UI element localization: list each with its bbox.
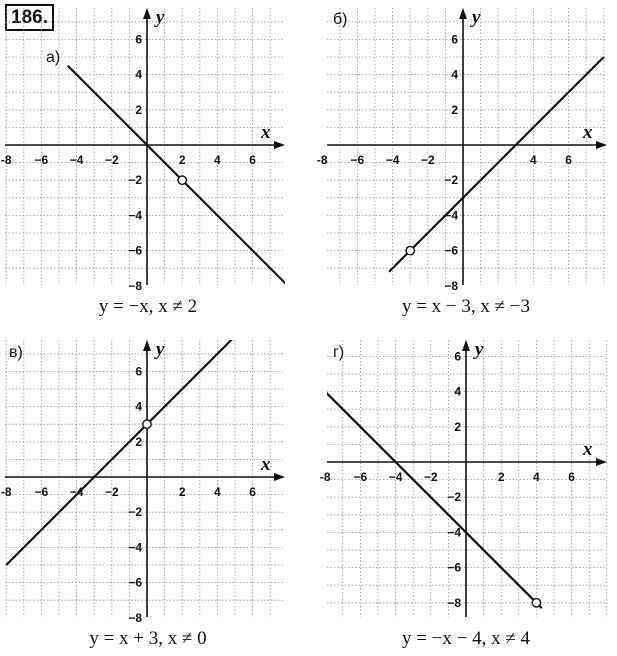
x-tick-label: −2 xyxy=(104,485,119,499)
x-tick-label: −4 xyxy=(69,485,84,499)
graph-panel-1 xyxy=(1,7,288,317)
x-tick-label: 2 xyxy=(497,470,505,484)
y-tick-label: 4 xyxy=(454,384,461,399)
x-axis-label: x xyxy=(261,122,271,143)
x-tick-label: 6 xyxy=(565,153,572,167)
y-tick-label: 2 xyxy=(454,419,461,434)
x-tick-label: 6 xyxy=(249,153,256,167)
y-tick-label: 4 xyxy=(451,67,458,82)
x-tick-label: 6 xyxy=(249,485,256,499)
x-axis-arrow xyxy=(596,458,607,466)
y-tick-label: −6 xyxy=(128,243,142,258)
x-axis-arrow xyxy=(274,473,285,481)
y-tick-label: 2 xyxy=(135,434,142,449)
x-tick-label: 4 xyxy=(533,470,540,484)
panel-label: б) xyxy=(333,11,348,28)
graph-panel-2 xyxy=(317,7,607,317)
graph-line xyxy=(68,66,288,286)
y-tick-label: −2 xyxy=(444,173,458,188)
excluded-point xyxy=(532,599,540,607)
x-tick-label: −6 xyxy=(34,485,49,499)
y-tick-label: −4 xyxy=(128,540,142,555)
x-axis-label: x xyxy=(583,122,593,143)
x-tick-label: −4 xyxy=(388,470,403,484)
excluded-point xyxy=(178,176,186,184)
y-axis-arrow xyxy=(462,340,470,351)
graph-caption: y = x + 3, x ≠ 0 xyxy=(89,628,207,649)
x-tick-label: 4 xyxy=(214,485,221,499)
x-tick-label: -8 xyxy=(319,470,331,484)
excluded-point xyxy=(143,420,151,428)
y-tick-label: 6 xyxy=(135,364,142,379)
y-tick-label: −6 xyxy=(128,575,142,590)
graph-caption: y = −x, x ≠ 2 xyxy=(98,296,198,317)
x-axis-label: x xyxy=(583,439,593,460)
graph-panel-3 xyxy=(1,336,285,649)
graph-caption: y = x − 3, x ≠ −3 xyxy=(401,296,531,317)
y-tick-label: −2 xyxy=(128,173,142,188)
y-tick-label: −4 xyxy=(444,208,458,223)
problem-number: 186. xyxy=(5,4,54,31)
x-tick-label: -8 xyxy=(0,485,12,499)
y-axis-label: y xyxy=(156,339,165,360)
y-axis-label: y xyxy=(472,7,481,28)
y-axis-label: y xyxy=(475,339,484,360)
y-tick-label: 4 xyxy=(135,67,142,82)
y-tick-label: −4 xyxy=(128,208,142,223)
y-axis-arrow xyxy=(459,8,467,19)
y-tick-label: −8 xyxy=(444,278,458,293)
panel-label: в) xyxy=(9,344,23,361)
graph-line xyxy=(325,392,541,608)
x-tick-label: -8 xyxy=(316,153,328,167)
x-tick-label: −2 xyxy=(423,470,438,484)
x-tick-label: -8 xyxy=(0,153,12,167)
x-tick-label: −2 xyxy=(420,153,435,167)
x-tick-label: −6 xyxy=(350,153,365,167)
x-tick-label: −2 xyxy=(104,153,119,167)
x-axis-arrow xyxy=(596,141,607,149)
y-axis-label: y xyxy=(156,7,165,28)
graph-line xyxy=(6,336,235,565)
y-tick-label: −2 xyxy=(128,505,142,520)
y-tick-label: −6 xyxy=(447,560,461,575)
y-tick-label: 6 xyxy=(135,32,142,47)
y-tick-label: −4 xyxy=(447,525,461,540)
x-tick-label: 6 xyxy=(568,470,575,484)
y-axis-arrow xyxy=(143,8,151,19)
x-tick-label: 2 xyxy=(178,485,186,499)
panel-label: а) xyxy=(46,49,61,66)
y-tick-label: 6 xyxy=(451,32,458,47)
graph-caption: y = −x − 4, x ≠ 4 xyxy=(401,628,531,649)
y-tick-label: 2 xyxy=(451,102,458,117)
x-axis-arrow xyxy=(274,141,285,149)
y-tick-label: −2 xyxy=(447,490,461,505)
y-tick-label: −8 xyxy=(447,595,461,610)
y-tick-label: 6 xyxy=(454,349,461,364)
x-axis-label: x xyxy=(261,454,271,475)
y-tick-label: −8 xyxy=(128,610,142,625)
y-tick-label: −6 xyxy=(444,243,458,258)
x-tick-label: −4 xyxy=(385,153,400,167)
panel-label: г) xyxy=(333,344,345,361)
x-tick-label: −6 xyxy=(34,153,49,167)
y-axis-arrow xyxy=(143,340,151,351)
x-tick-label: −4 xyxy=(69,153,84,167)
x-tick-label: 2 xyxy=(178,153,186,167)
excluded-point xyxy=(406,246,414,254)
x-tick-label: 4 xyxy=(214,153,221,167)
y-tick-label: 4 xyxy=(135,399,142,414)
x-tick-label: 4 xyxy=(530,153,537,167)
y-tick-label: −8 xyxy=(128,278,142,293)
x-tick-label: −6 xyxy=(353,470,368,484)
graph-panel-4 xyxy=(320,339,607,649)
y-tick-label: 2 xyxy=(135,102,142,117)
